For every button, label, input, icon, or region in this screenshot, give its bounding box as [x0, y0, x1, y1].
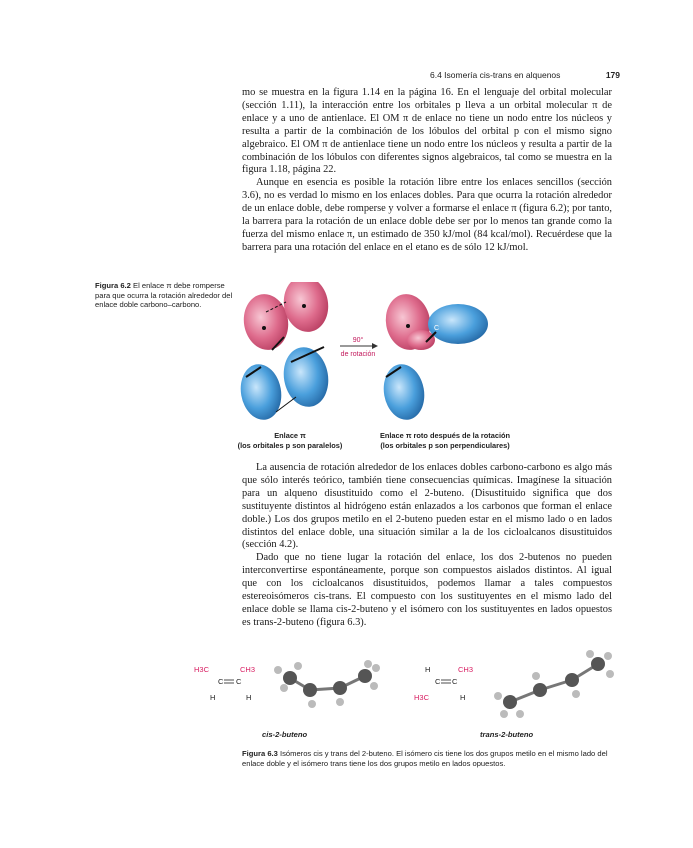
body-text-bottom: [242, 462, 612, 630]
figure-6-3-isomers: [180, 650, 620, 725]
trans-ball-model: [494, 650, 614, 718]
cis-h2: H: [246, 693, 252, 702]
paragraph: Dado que no tiene lugar la rotación del enlace, los dos 2-butenos no pueden interconvertirse espontáneamente, porque son compuestos aislados distintos. Al igual que con los cicloalcanos disustituidos, podemos llamar a tales compuestos estereoisómeros cis-trans. El compuesto con los sustituyentes en el mismo lado del enlace doble se llama cis-2-buteno y el isómero con los sustituyentes en lados opuestos es trans-2-buteno (figura 6.3).: [242, 552, 612, 628]
cis-h3c: H3C: [194, 665, 210, 674]
caption-text: Isómeros cis y trans del 2-buteno. El isómero cis tiene los dos grupos metilo en el mismo lado del enlace doble y el isómero trans tiene los dos grupos metilo en lados opuestos.: [242, 749, 608, 768]
pi-bond-left: [236, 282, 332, 423]
arrow-label-degrees: 90°: [352, 337, 364, 344]
trans-ch3: CH3: [458, 665, 474, 674]
p-lobe-bottom-3: [379, 361, 428, 423]
cis-c2: C: [236, 677, 242, 686]
p-lobe-left-1: [407, 330, 435, 350]
figure-6-2-orbitals: [236, 282, 526, 427]
trans-h1: H: [425, 665, 431, 674]
trans-h2: H: [460, 693, 466, 702]
cis-h1: H: [210, 693, 216, 702]
caption-text: El enlace π debe romperse para que ocurra la rotación alrededor del enlace doble carbono–carbono.: [95, 281, 233, 310]
figure-6-3-caption: [242, 749, 614, 768]
paragraph: mo se muestra en la figura 1.14 en la página 16. En el lenguaje del orbital molecular (sección 1.11), la interacción entre los orbitales p lleva a un orbital molecular π de enlace y a uno de antienlace. El OM π de enlace no tiene un nodo entre los núcleos y resulta a partir de la combinación de los lóbulos del orbital p con el mismo signo algebraico. El OM π de antienlace tiene un nodo entre los núcleos y resulta a partir de la combinación de los lóbulos con diferentes signos algebraicos, tal como se muestra en la figura 1.18, página 22.: [242, 87, 612, 176]
page-number: 179: [605, 70, 620, 80]
carbon-label: C: [434, 325, 440, 332]
rotation-arrow: [340, 336, 378, 358]
paragraph: La ausencia de rotación alrededor de los enlaces dobles carbono-carbono es algo más que sólo interés teórico, también tiene consecuencias químicas. Imagínese la situación para un alqueno disustituido como el 2-buteno. (Disustituido significa que dos sustituyente distintos al hidrógeno están enlazados a los carbonos que forman el enlace doble.) Los dos grupos metilo en el 2-buteno pueden estar en el mismo lado o en lados distintos del enlace doble, una situación similar a la de los cicloalcanos disustituidos (sección 4.2).: [242, 462, 612, 551]
label-line: Enlace π roto después de la rotación: [379, 431, 511, 440]
p-lobe-bottom-1: [236, 361, 285, 423]
trans-structure: [414, 665, 473, 702]
figure-6-2-label-left: [220, 431, 360, 450]
p-lobe-bottom-2: [279, 344, 333, 411]
running-header: [430, 70, 620, 80]
pi-bond-right-broken: [379, 291, 488, 423]
trans-c2: C: [452, 677, 458, 686]
body-text-top: [242, 87, 612, 255]
label-line: (los orbitales p son perpendiculares): [380, 440, 510, 450]
label-line: Enlace π: [274, 431, 306, 440]
cis-structure: [194, 665, 255, 702]
trans-c1: C: [435, 677, 441, 686]
p-lobe-right-1: [428, 304, 488, 344]
arrow-label-text: de rotación: [340, 351, 376, 358]
section-title: 6.4 Isomería cis-trans en alquenos: [430, 70, 561, 80]
cis-ch3: CH3: [240, 665, 256, 674]
cis-c1: C: [218, 677, 224, 686]
figure-6-2-caption: [95, 281, 235, 310]
caption-label: Figura 6.2: [95, 281, 131, 290]
cis-ball-model: [274, 660, 380, 708]
label-line: (los orbitales p son paralelos): [237, 440, 343, 450]
caption-label: Figura 6.3: [242, 749, 278, 758]
trans-2-butene-label: trans-2-buteno: [480, 730, 534, 739]
cis-2-butene-label: cis-2-buteno: [262, 730, 308, 739]
trans-h3c: H3C: [414, 693, 430, 702]
figure-6-2-label-right: [360, 431, 530, 450]
paragraph: Aunque en esencia es posible la rotación libre entre los enlaces sencillos (sección 3.6), no es verdad lo mismo en los enlaces dobles. Para que ocurra la rotación alrededor de un enlace doble, debe romperse y volver a formarse el enlace π (figura 6.2); por tanto, la barrera para la rotación de un enlace doble debe ser por lo menos tan grande como la fuerza del mismo enlace π, un estimado de 350 kJ/mol (84 kcal/mol). Recuérdese que la barrera para una rotación del enlace en el etano es de sólo 12 kJ/mol.: [242, 177, 612, 253]
